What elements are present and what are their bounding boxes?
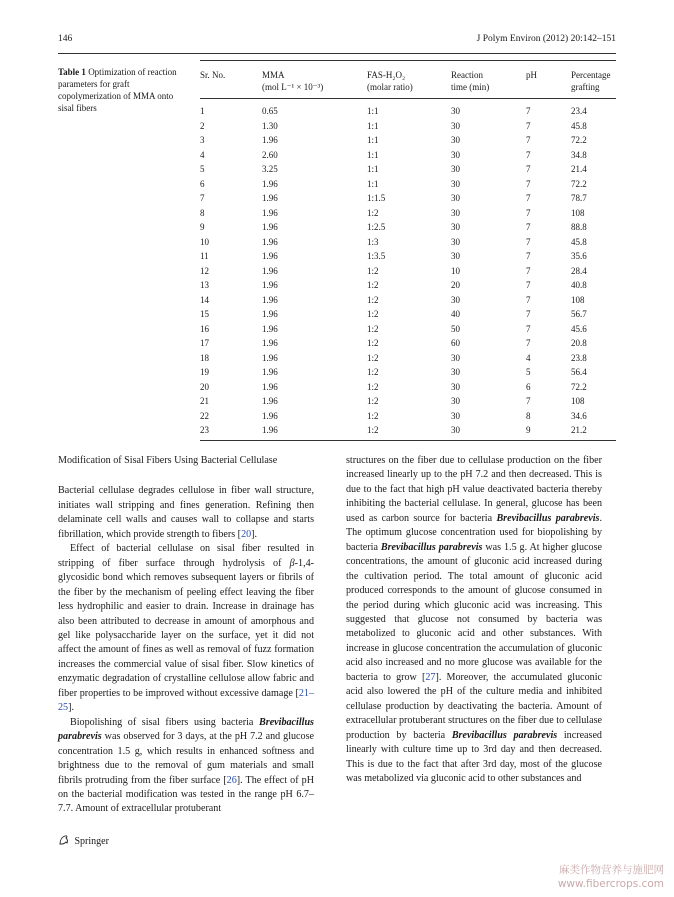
text-run: was observed for 3 days, at the pH 7.2 and glucose concentration 1.5 g, which results in enhanced softness and brightness due to the removal of gum materials and small fibrils protruding from the fiber surface [ bbox=[58, 731, 314, 786]
body-paragraph bbox=[58, 716, 314, 817]
table-cell: 30 bbox=[451, 207, 460, 218]
table-row bbox=[200, 249, 616, 264]
table-cell: 1.96 bbox=[262, 135, 278, 145]
publisher-name: Springer bbox=[74, 836, 109, 847]
table-cell: 16 bbox=[200, 323, 209, 334]
table-row bbox=[200, 133, 616, 148]
table-cell: 21 bbox=[200, 396, 209, 406]
table-cell: 30 bbox=[451, 135, 460, 145]
table-cell: 35.6 bbox=[571, 251, 587, 261]
table-cell: 30 bbox=[451, 106, 460, 116]
table-cell: 1:2 bbox=[367, 207, 379, 218]
table-cell: 30 bbox=[451, 193, 460, 203]
table-cell: 22 bbox=[200, 410, 209, 421]
page-number: 146 bbox=[58, 34, 73, 44]
table-cell: 1:2 bbox=[367, 367, 379, 377]
citation-link[interactable]: 20 bbox=[241, 528, 252, 540]
table-cell: 14 bbox=[200, 294, 209, 305]
table-cell: 1.96 bbox=[262, 309, 278, 319]
table-cell: 7 bbox=[526, 294, 531, 305]
table-cell: 1.96 bbox=[262, 178, 278, 189]
running-header bbox=[58, 34, 616, 48]
table-cell: 78.7 bbox=[571, 193, 587, 203]
text-run: -1,4-glycosidic bond which removes subsequent layers or fibrils of the fiber by the mechanism of peeling effect leaving the fiber less hydrophilic and easier to drain. Increase in drainage has also been attributed to decrease in amount of amorphous and gel like polysaccharide layer on the surface, yet it did not affect the amount of fines as well as removal of fuzz formation increases the commercial value of sisal fiber. Slow kinetics of enzymatic degradation of crystalline cellulose allow fabric and fiber properties to be improved without excessive damage [ bbox=[58, 557, 314, 699]
text-run: Effect of bacterial cellulase on sisal fiber resulted in stripping of fiber surface through hydrolysis of bbox=[58, 543, 314, 569]
table-cell: 30 bbox=[451, 120, 460, 131]
table-row bbox=[200, 206, 616, 221]
table-cell: 8 bbox=[200, 207, 205, 218]
table-row bbox=[200, 162, 616, 177]
table-row bbox=[200, 365, 616, 380]
table-caption bbox=[58, 66, 188, 114]
body-paragraph bbox=[346, 454, 602, 786]
table-cell: 1:2 bbox=[367, 265, 379, 276]
right-column-paragraphs bbox=[346, 454, 602, 786]
text-run: Biopolishing of sisal fibers using bacteria bbox=[70, 716, 260, 728]
table-cell: 1.96 bbox=[262, 280, 278, 290]
journal-citation: J Polym Environ (2012) 20:142–151 bbox=[476, 34, 616, 44]
table-cell: 1.96 bbox=[262, 367, 278, 377]
table-cell: 10 bbox=[200, 236, 209, 247]
text-run: ]. Moreover, the accumulated gluconic acid also lowered the pH of the culture media and inhibited cellulase production by deactivating the bacteria. Amount of extracellular protuberant structures on the fiber due to cellulase production by bacteria bbox=[346, 671, 602, 741]
table-cell: 50 bbox=[451, 323, 460, 334]
column-header-line: FAS-H₂O₂ bbox=[367, 70, 406, 80]
table-row bbox=[200, 322, 616, 337]
table-cell: 23.4 bbox=[571, 106, 587, 116]
table-cell: 3 bbox=[200, 135, 205, 145]
table-cell: 1 bbox=[200, 106, 205, 116]
column-header-line: Sr. No. bbox=[200, 70, 226, 80]
citation-link[interactable]: 21–25 bbox=[58, 687, 314, 714]
table-row bbox=[200, 380, 616, 395]
table-cell: 72.2 bbox=[571, 178, 587, 189]
text-run: ]. bbox=[68, 702, 74, 714]
table-caption-text: Optimization of reaction parameters for graft copolymerization of MMA onto sisal fibers bbox=[58, 67, 177, 113]
table-cell: 7 bbox=[526, 178, 531, 189]
table-cell: 1.96 bbox=[262, 265, 278, 276]
table-cell: 10 bbox=[451, 265, 460, 276]
table-cell: 60 bbox=[451, 338, 460, 348]
table-cell: 30 bbox=[451, 410, 460, 421]
table-cell: 6 bbox=[200, 178, 205, 189]
column-header bbox=[200, 61, 262, 99]
table-cell: 7 bbox=[526, 323, 531, 334]
table-cell: 2 bbox=[200, 120, 205, 131]
table-row bbox=[200, 220, 616, 235]
table-cell: 12 bbox=[200, 265, 209, 276]
table-label: Table 1 bbox=[58, 67, 86, 77]
table-cell: 30 bbox=[451, 381, 460, 392]
table-row bbox=[200, 148, 616, 163]
table-cell: 34.8 bbox=[571, 149, 587, 160]
table-cell: 0.65 bbox=[262, 106, 278, 116]
section-heading: Modification of Sisal Fibers Using Bacterial Cellulase bbox=[58, 455, 278, 466]
text-run: structures on the fiber due to cellulase production on the fiber increased linearly up to the pH 7.2 and then decreased. This is due to the fact that high pH value deactivated bacteria thereby inhibiting the bacterial cellulase. In general, glucose has been used as carbon source for bacteria bbox=[346, 455, 602, 524]
table-cell: 1.96 bbox=[262, 410, 278, 421]
table-cell: 30 bbox=[451, 236, 460, 247]
table-cell: 1.96 bbox=[262, 381, 278, 392]
table-cell: 8 bbox=[526, 410, 531, 421]
citation-link[interactable]: 26 bbox=[226, 774, 237, 786]
text-run: increased linearly with culture time up to 3rd day and then decreased. This is due to the fact that after 3rd day, most of the glucose was metabolized via gluconic acid to other substances and bbox=[346, 729, 602, 784]
species-name: Brevibacillus parabrevis bbox=[58, 716, 314, 743]
table-cell: 1:2 bbox=[367, 323, 379, 334]
column-header bbox=[571, 61, 616, 99]
table-cell: 1.96 bbox=[262, 396, 278, 406]
table-cell: 19 bbox=[200, 367, 209, 377]
table-cell: 30 bbox=[451, 149, 460, 160]
table-row bbox=[200, 278, 616, 293]
table-cell: 7 bbox=[526, 338, 531, 348]
body-paragraph bbox=[58, 484, 314, 542]
table-cell: 28.4 bbox=[571, 265, 587, 276]
table-body bbox=[200, 99, 616, 441]
symbol: β bbox=[289, 557, 295, 569]
table-cell: 1.96 bbox=[262, 207, 278, 218]
table-cell: 9 bbox=[200, 222, 205, 232]
table-cell: 1:1 bbox=[367, 178, 379, 189]
table-cell: 5 bbox=[526, 367, 531, 377]
text-run: Bacterial cellulase degrades cellulose in fiber wall structure, initiates wall stripping and fines generation. Refining then delaminate cell walls and causes wall to collapse and starts fibrillation, which provide strength to fibers [ bbox=[58, 485, 314, 540]
table-cell: 3.25 bbox=[262, 164, 278, 174]
column-header-unit: grafting bbox=[571, 82, 600, 92]
table-row bbox=[200, 119, 616, 134]
table-cell: 108 bbox=[571, 207, 585, 218]
species-name: Brevibacillus parabrevis bbox=[451, 729, 558, 741]
table-row bbox=[200, 235, 616, 250]
column-header-unit: time (min) bbox=[451, 82, 490, 92]
table-cell: 1:2 bbox=[367, 352, 379, 363]
table-cell: 30 bbox=[451, 352, 460, 363]
table-row bbox=[200, 191, 616, 206]
table-cell: 23 bbox=[200, 423, 262, 440]
species-name: Brevibacillus parabrevis bbox=[496, 512, 600, 524]
table-cell: 72.2 bbox=[571, 135, 587, 145]
table-cell: 30 bbox=[451, 367, 460, 377]
body-paragraph bbox=[58, 542, 314, 715]
table-cell: 20 bbox=[200, 381, 209, 392]
table-cell: 108 bbox=[571, 294, 585, 305]
table-cell: 30 bbox=[451, 294, 460, 305]
table-row bbox=[200, 293, 616, 308]
table-cell: 1:1 bbox=[367, 164, 379, 174]
left-column bbox=[58, 454, 314, 817]
table-cell: 1:3 bbox=[367, 236, 379, 247]
table-cell: 1:3.5 bbox=[367, 251, 386, 261]
table-cell: 7 bbox=[526, 236, 531, 247]
table-cell: 7 bbox=[200, 193, 205, 203]
column-header bbox=[526, 61, 571, 99]
watermark bbox=[558, 863, 664, 891]
table-cell: 11 bbox=[200, 251, 209, 261]
table-cell: 18 bbox=[200, 352, 209, 363]
table-cell: 45.8 bbox=[571, 236, 587, 247]
table-cell: 1:1 bbox=[367, 149, 379, 160]
table-row bbox=[200, 394, 616, 409]
table-row bbox=[200, 99, 616, 119]
table-cell: 9 bbox=[526, 423, 571, 440]
table-row bbox=[200, 307, 616, 322]
column-header bbox=[451, 61, 526, 99]
table-cell: 23.8 bbox=[571, 352, 587, 363]
table-cell: 1.96 bbox=[262, 294, 278, 305]
table-row bbox=[200, 351, 616, 366]
table-cell: 2.60 bbox=[262, 149, 278, 160]
table-cell: 1:2 bbox=[367, 338, 379, 348]
optimization-table bbox=[200, 60, 616, 441]
table-row bbox=[200, 423, 616, 440]
table-cell: 6 bbox=[526, 381, 531, 392]
column-header-unit: (molar ratio) bbox=[367, 82, 413, 92]
table-cell: 30 bbox=[451, 251, 460, 261]
table-cell: 21.4 bbox=[571, 164, 587, 174]
table-cell: 1:1.5 bbox=[367, 193, 386, 203]
table-cell: 7 bbox=[526, 222, 531, 232]
table-cell: 56.4 bbox=[571, 367, 587, 377]
table-cell: 21.2 bbox=[571, 423, 616, 440]
table-cell: 7 bbox=[526, 396, 531, 406]
table-cell: 30 bbox=[451, 222, 460, 232]
table-cell: 1:2 bbox=[367, 309, 379, 319]
table-cell: 7 bbox=[526, 309, 531, 319]
table-cell: 4 bbox=[200, 149, 205, 160]
table-cell: 56.7 bbox=[571, 309, 587, 319]
text-run: ]. The effect of pH on the bacterial modification was tested in the range pH 6.7–7.7. Amount of extracellular protuberant bbox=[58, 774, 314, 815]
table-cell: 1.96 bbox=[262, 236, 278, 247]
text-run: . The optimum glucose concentration used for biopolishing by bacteria bbox=[346, 512, 602, 553]
table-cell: 45.8 bbox=[571, 120, 587, 131]
table-cell: 1:2 bbox=[367, 280, 379, 290]
species-name: Brevibacillus parabrevis bbox=[380, 541, 483, 553]
table-cell: 108 bbox=[571, 396, 585, 406]
springer-horse-icon bbox=[58, 834, 70, 846]
table-cell: 7 bbox=[526, 120, 531, 131]
table-cell: 1:2 bbox=[367, 396, 379, 406]
table-cell: 34.6 bbox=[571, 410, 587, 421]
table-cell: 7 bbox=[526, 193, 531, 203]
text-run: ]. bbox=[251, 528, 258, 540]
table-cell: 1.96 bbox=[262, 423, 367, 440]
table-cell: 1.96 bbox=[262, 222, 278, 232]
table-cell: 7 bbox=[526, 251, 531, 261]
table-cell: 1.96 bbox=[262, 251, 278, 261]
table-cell: 30 bbox=[451, 396, 460, 406]
table-cell: 13 bbox=[200, 280, 209, 290]
table-cell: 5 bbox=[200, 164, 205, 174]
table-cell: 1:2 bbox=[367, 294, 379, 305]
table-cell: 1:2 bbox=[367, 423, 451, 440]
table-cell: 1.96 bbox=[262, 193, 278, 203]
table-cell: 1:2.5 bbox=[367, 222, 386, 232]
table-cell: 1:1 bbox=[367, 106, 379, 116]
table-cell: 1.96 bbox=[262, 338, 278, 348]
table-cell: 4 bbox=[526, 352, 531, 363]
table-cell: 7 bbox=[526, 164, 531, 174]
table-row bbox=[200, 336, 616, 351]
table-cell: 20 bbox=[451, 280, 460, 290]
table-cell: 7 bbox=[526, 106, 531, 116]
watermark-line-2: www.fibercrops.com bbox=[557, 878, 664, 890]
table-cell: 7 bbox=[526, 149, 531, 160]
table-row bbox=[200, 409, 616, 424]
table-cell: 1.96 bbox=[262, 323, 278, 334]
table-cell: 1:2 bbox=[367, 381, 379, 392]
table-cell: 30 bbox=[451, 423, 526, 440]
column-header-line: MMA bbox=[262, 70, 285, 80]
table-header-row bbox=[200, 61, 616, 99]
column-header bbox=[367, 61, 451, 99]
left-column-paragraphs bbox=[58, 484, 314, 816]
table-cell: 1:1 bbox=[367, 120, 379, 131]
footer bbox=[58, 834, 109, 847]
right-column bbox=[346, 454, 602, 786]
table-cell: 7 bbox=[526, 280, 531, 290]
table-cell: 1.96 bbox=[262, 352, 278, 363]
column-header-unit: (mol L⁻¹ × 10⁻³) bbox=[262, 82, 324, 92]
table-cell: 1.30 bbox=[262, 120, 278, 131]
table-cell: 1:2 bbox=[367, 410, 379, 421]
citation-link[interactable]: 27 bbox=[425, 671, 436, 683]
table-cell: 15 bbox=[200, 309, 209, 319]
text-run: was 1.5 g. At higher glucose concentrations, the amount of gluconic acid increased during the cultivation period. The total amount of gluconic acid produced corresponds to the amount of glucose consumed in the period during which gluconic acid was increasing. This suggested that glucose not consumed by bacteria was metabolized to gluconic acid and other substances. With increase in glucose concentration the accumulation of gluconic acid also increased and no more glucose was available for the bacteria to grow [ bbox=[346, 541, 602, 683]
column-header-line: pH bbox=[526, 70, 537, 80]
table-cell: 30 bbox=[451, 178, 460, 189]
table-cell: 17 bbox=[200, 338, 209, 348]
table-cell: 7 bbox=[526, 135, 531, 145]
table-cell: 45.6 bbox=[571, 323, 587, 334]
table-cell: 30 bbox=[451, 164, 460, 174]
table-cell: 7 bbox=[526, 265, 531, 276]
column-header-line: Percentage bbox=[571, 70, 611, 80]
watermark-line-1: 麻类作物营养与施肥网 bbox=[559, 864, 664, 876]
table-cell: 40.8 bbox=[571, 280, 587, 290]
table-cell: 40 bbox=[451, 309, 460, 319]
table-cell: 72.2 bbox=[571, 381, 587, 392]
column-header-line: Reaction bbox=[451, 70, 483, 80]
table-cell: 20.8 bbox=[571, 338, 587, 348]
table-cell: 7 bbox=[526, 207, 531, 218]
table-cell: 88.8 bbox=[571, 222, 587, 232]
header-rule bbox=[58, 53, 616, 54]
table-row bbox=[200, 264, 616, 279]
table-row bbox=[200, 177, 616, 192]
table-cell: 1:1 bbox=[367, 135, 379, 145]
column-header bbox=[262, 61, 367, 99]
